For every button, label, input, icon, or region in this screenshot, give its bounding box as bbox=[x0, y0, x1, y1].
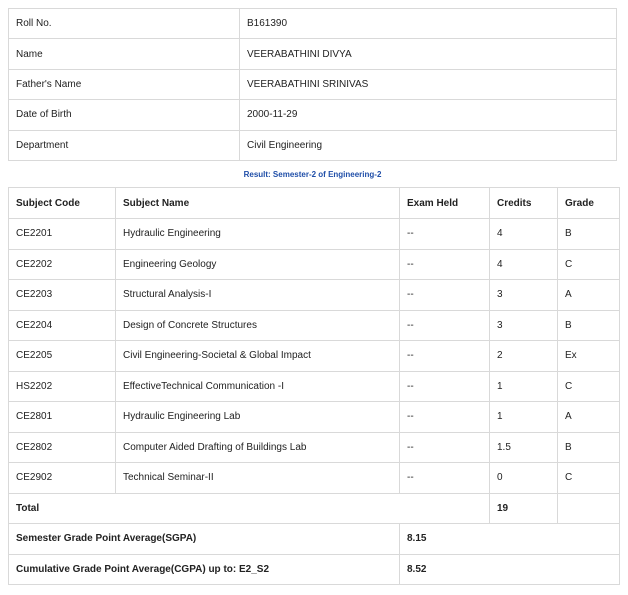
credits: 2 bbox=[490, 341, 558, 372]
exam-held: -- bbox=[400, 463, 490, 494]
subject-name: Hydraulic Engineering bbox=[116, 219, 400, 250]
info-label: Department bbox=[9, 130, 240, 160]
info-label: Roll No. bbox=[9, 9, 240, 39]
grade: A bbox=[558, 402, 620, 433]
subject-code: CE2201 bbox=[9, 219, 116, 250]
cgpa-value: 8.52 bbox=[400, 554, 620, 585]
info-value: VEERABATHINI SRINIVAS bbox=[240, 69, 617, 99]
credits: 3 bbox=[490, 310, 558, 341]
subject-code: CE2204 bbox=[9, 310, 116, 341]
cgpa-label: Cumulative Grade Point Average(CGPA) up to: E2_S2 bbox=[9, 554, 400, 585]
sgpa-value: 8.15 bbox=[400, 524, 620, 555]
credits: 4 bbox=[490, 219, 558, 250]
exam-held: -- bbox=[400, 341, 490, 372]
info-row-father-name bbox=[9, 69, 617, 99]
info-row-roll-no bbox=[9, 9, 617, 39]
sgpa-row bbox=[9, 524, 620, 555]
table-row bbox=[9, 402, 620, 433]
exam-held: -- bbox=[400, 249, 490, 280]
total-label: Total bbox=[9, 493, 490, 524]
info-row-department bbox=[9, 130, 617, 160]
subject-code: HS2202 bbox=[9, 371, 116, 402]
header-grade: Grade bbox=[558, 188, 620, 219]
subject-name: Technical Seminar-II bbox=[116, 463, 400, 494]
sgpa-label: Semester Grade Point Average(SGPA) bbox=[9, 524, 400, 555]
subject-name: Hydraulic Engineering Lab bbox=[116, 402, 400, 433]
table-row bbox=[9, 463, 620, 494]
info-row-name bbox=[9, 39, 617, 69]
student-info-table bbox=[8, 8, 617, 161]
subject-code: CE2802 bbox=[9, 432, 116, 463]
subject-name: Design of Concrete Structures bbox=[116, 310, 400, 341]
table-row bbox=[9, 432, 620, 463]
subject-code: CE2203 bbox=[9, 280, 116, 311]
subject-name: Structural Analysis-I bbox=[116, 280, 400, 311]
grade: A bbox=[558, 280, 620, 311]
exam-held: -- bbox=[400, 432, 490, 463]
table-row bbox=[9, 310, 620, 341]
info-label: Father's Name bbox=[9, 69, 240, 99]
subject-name: Civil Engineering-Societal & Global Impact bbox=[116, 341, 400, 372]
header-credits: Credits bbox=[490, 188, 558, 219]
marks-header-row bbox=[9, 188, 620, 219]
table-row bbox=[9, 249, 620, 280]
table-row bbox=[9, 341, 620, 372]
total-grade-empty bbox=[558, 493, 620, 524]
header-subject-code: Subject Code bbox=[9, 188, 116, 219]
credits: 1 bbox=[490, 402, 558, 433]
subject-code: CE2801 bbox=[9, 402, 116, 433]
info-value: B161390 bbox=[240, 9, 617, 39]
info-value: 2000-11-29 bbox=[240, 100, 617, 130]
header-exam-held: Exam Held bbox=[400, 188, 490, 219]
subject-code: CE2902 bbox=[9, 463, 116, 494]
info-row-date-of-birth bbox=[9, 100, 617, 130]
exam-held: -- bbox=[400, 310, 490, 341]
subject-name: EffectiveTechnical Communication -I bbox=[116, 371, 400, 402]
exam-held: -- bbox=[400, 402, 490, 433]
grade: C bbox=[558, 463, 620, 494]
credits: 4 bbox=[490, 249, 558, 280]
cgpa-row bbox=[9, 554, 620, 585]
exam-held: -- bbox=[400, 280, 490, 311]
marks-table bbox=[8, 187, 620, 585]
credits: 1.5 bbox=[490, 432, 558, 463]
grade: B bbox=[558, 310, 620, 341]
total-credits: 19 bbox=[490, 493, 558, 524]
grade: C bbox=[558, 371, 620, 402]
info-value: Civil Engineering bbox=[240, 130, 617, 160]
exam-held: -- bbox=[400, 371, 490, 402]
result-heading: Result: Semester-2 of Engineering-2 bbox=[243, 170, 382, 179]
table-row bbox=[9, 280, 620, 311]
table-row bbox=[9, 219, 620, 250]
credits: 1 bbox=[490, 371, 558, 402]
subject-name: Computer Aided Drafting of Buildings Lab bbox=[116, 432, 400, 463]
grade: C bbox=[558, 249, 620, 280]
table-row bbox=[9, 371, 620, 402]
subject-code: CE2205 bbox=[9, 341, 116, 372]
info-label: Name bbox=[9, 39, 240, 69]
exam-held: -- bbox=[400, 219, 490, 250]
total-row bbox=[9, 493, 620, 524]
credits: 3 bbox=[490, 280, 558, 311]
info-value: VEERABATHINI DIVYA bbox=[240, 39, 617, 69]
subject-code: CE2202 bbox=[9, 249, 116, 280]
grade: Ex bbox=[558, 341, 620, 372]
credits: 0 bbox=[490, 463, 558, 494]
grade: B bbox=[558, 219, 620, 250]
grade: B bbox=[558, 432, 620, 463]
subject-name: Engineering Geology bbox=[116, 249, 400, 280]
info-label: Date of Birth bbox=[9, 100, 240, 130]
header-subject-name: Subject Name bbox=[116, 188, 400, 219]
